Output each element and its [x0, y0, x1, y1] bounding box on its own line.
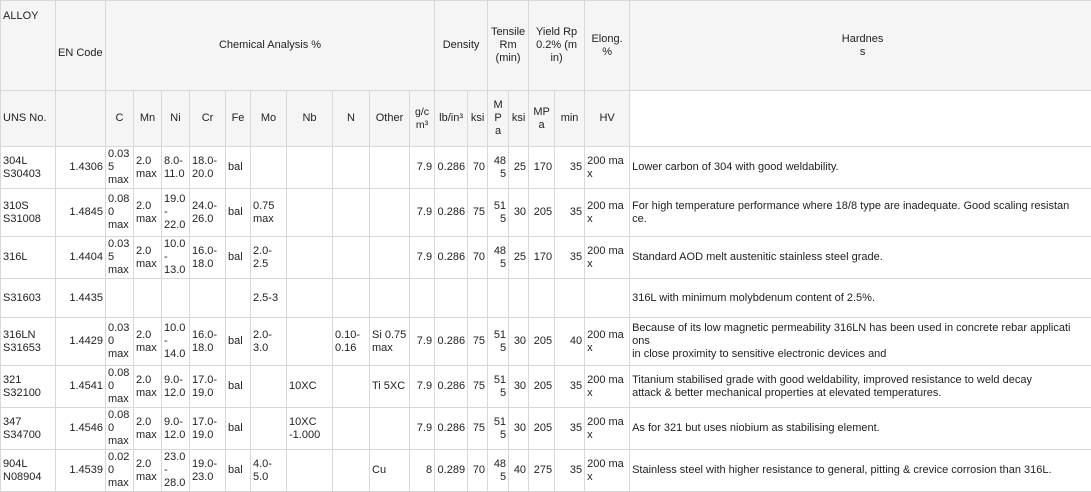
yield-mpa-cell: 205 [529, 408, 555, 450]
yield-ksi-cell [509, 279, 529, 318]
alloy-cell: S31603 [1, 279, 56, 318]
molybdenum-header: Mo [251, 91, 287, 147]
elongation-cell: 35 [555, 237, 585, 279]
manganese-cell: 2.0 max [134, 450, 162, 492]
yield-mpa-cell [529, 279, 555, 318]
density-lbin3-cell: 0.286 [435, 189, 468, 237]
iron-cell: bal [226, 318, 251, 366]
iron-cell: bal [226, 147, 251, 189]
chromium-cell: 18.0- 20.0 [190, 147, 226, 189]
yield-ksi-cell: 40 [509, 450, 529, 492]
density-gcm3-cell: 7.9 [410, 366, 435, 408]
carbon-cell: 0.035 max [106, 147, 134, 189]
yield-ksi-cell: 25 [509, 147, 529, 189]
alloy-cell: 304L S30403 [1, 147, 56, 189]
yield-mpa-cell: 205 [529, 189, 555, 237]
tensile-ksi-cell: 70 [468, 450, 488, 492]
elongation-cell: 35 [555, 366, 585, 408]
carbon-cell: 0.080 max [106, 189, 134, 237]
hardness-cell: 200 max [585, 408, 630, 450]
en-code-cell: 1.4539 [56, 450, 106, 492]
yield-mpa-cell: 275 [529, 450, 555, 492]
en-code-cell: 1.4541 [56, 366, 106, 408]
iron-cell: bal [226, 366, 251, 408]
en-code-subheader [56, 91, 106, 147]
yield-ksi-cell: 30 [509, 366, 529, 408]
density-lbin3-cell: 0.286 [435, 147, 468, 189]
manganese-cell: 2.0 max [134, 366, 162, 408]
niobium-cell [287, 147, 333, 189]
manganese-cell: 2.0 max [134, 237, 162, 279]
niobium-cell [287, 450, 333, 492]
en-code-cell: 1.4306 [56, 147, 106, 189]
tensile-ksi-cell: 75 [468, 366, 488, 408]
nickel-cell: 9.0- 12.0 [162, 366, 190, 408]
chromium-cell: 17.0- 19.0 [190, 366, 226, 408]
tensile-ksi-cell [468, 279, 488, 318]
iron-cell: bal [226, 408, 251, 450]
tensile-mpa-cell: 485 [488, 147, 509, 189]
molybdenum-cell: 0.75 max [251, 189, 287, 237]
tensile-ksi-cell: 70 [468, 147, 488, 189]
nitrogen-cell [333, 147, 370, 189]
other-cell: Si 0.75 max [370, 318, 410, 366]
elongation-header: Elong. % [585, 1, 630, 91]
tensile-mpa-header: MP a [488, 91, 509, 147]
nitrogen-cell [333, 450, 370, 492]
table-row [1, 279, 1091, 318]
alloy-header: ALLOY [1, 1, 56, 91]
en-code-cell: 1.4435 [56, 279, 106, 318]
yield-ksi-cell: 30 [509, 318, 529, 366]
hardness-cell: 200 max [585, 237, 630, 279]
header-row-1 [1, 1, 1091, 91]
tensile-header: Tensile Rm (min) [488, 1, 529, 91]
manganese-cell: 2.0 max [134, 318, 162, 366]
hardness-cell: 200 max [585, 147, 630, 189]
density-lbin3-cell: 0.289 [435, 450, 468, 492]
chromium-cell: 17.0- 19.0 [190, 408, 226, 450]
elongation-cell: 35 [555, 189, 585, 237]
nickel-header: Ni [162, 91, 190, 147]
tensile-mpa-cell: 485 [488, 237, 509, 279]
elongation-cell: 40 [555, 318, 585, 366]
chromium-cell [190, 279, 226, 318]
tensile-ksi-cell: 75 [468, 318, 488, 366]
en-code-cell: 1.4546 [56, 408, 106, 450]
chromium-cell: 19.0- 23.0 [190, 450, 226, 492]
nitrogen-cell [333, 408, 370, 450]
other-cell: Ti 5XC [370, 366, 410, 408]
nitrogen-header: N [333, 91, 370, 147]
chromium-cell: 16.0- 18.0 [190, 237, 226, 279]
tensile-mpa-cell: 485 [488, 450, 509, 492]
density-lbin3-cell: 0.286 [435, 237, 468, 279]
alloy-cell: 321 S32100 [1, 366, 56, 408]
other-cell [370, 189, 410, 237]
density-gcm3-header: g/c m³ [410, 91, 435, 147]
yield-ksi-cell: 25 [509, 237, 529, 279]
iron-cell: bal [226, 450, 251, 492]
table-row [1, 366, 1091, 408]
table-row [1, 147, 1091, 189]
iron-cell: bal [226, 189, 251, 237]
carbon-cell: 0.030 max [106, 318, 134, 366]
hardness-cell: 200 max [585, 318, 630, 366]
yield-ksi-cell: 30 [509, 408, 529, 450]
nitrogen-cell [333, 366, 370, 408]
iron-cell: bal [226, 237, 251, 279]
table-row [1, 408, 1091, 450]
molybdenum-cell: 4.0- 5.0 [251, 450, 287, 492]
uns-header: UNS No. [1, 91, 56, 147]
yield-mpa-header: MP a [529, 91, 555, 147]
chemical-analysis-header: Chemical Analysis % [106, 1, 435, 91]
carbon-cell: 0.080 max [106, 408, 134, 450]
application-cell: Standard AOD melt austenitic stainless steel grade. [630, 237, 1091, 279]
density-gcm3-cell: 7.9 [410, 237, 435, 279]
nickel-cell: 19.0- 22.0 [162, 189, 190, 237]
en-code-cell: 1.4404 [56, 237, 106, 279]
other-cell [370, 408, 410, 450]
hardness-cell: 200 max [585, 450, 630, 492]
table-row [1, 450, 1091, 492]
molybdenum-cell: 2.5-3 [251, 279, 287, 318]
nickel-cell: 9.0- 12.0 [162, 408, 190, 450]
iron-cell [226, 279, 251, 318]
alloy-cell: 310S S31008 [1, 189, 56, 237]
niobium-cell: 10XC [287, 366, 333, 408]
niobium-cell [287, 237, 333, 279]
carbon-header: C [106, 91, 134, 147]
molybdenum-cell [251, 366, 287, 408]
alloy-cell: 316L [1, 237, 56, 279]
nickel-cell: 8.0- 11.0 [162, 147, 190, 189]
chromium-cell: 16.0- 18.0 [190, 318, 226, 366]
yield-header: Yield Rp 0.2% (m in) [529, 1, 585, 91]
application-cell: Because of its low magnetic permeability 316LN has been used in concrete rebar applicati ons in close proximity to sensitive electronic devices and [630, 318, 1091, 366]
hardness-cell [585, 279, 630, 318]
tensile-mpa-cell [488, 279, 509, 318]
other-cell [370, 279, 410, 318]
alloy-cell: 347 S34700 [1, 408, 56, 450]
yield-mpa-cell: 170 [529, 147, 555, 189]
application-cell: Titanium stabilised grade with good weldability, improved resistance to weld decay attack & better mechanical properties at elevated temperatures. [630, 366, 1091, 408]
other-header: Other [370, 91, 410, 147]
en-code-header: EN Code [56, 1, 106, 91]
alloy-cell: 904L N08904 [1, 450, 56, 492]
other-cell: Cu [370, 450, 410, 492]
tensile-ksi-header: ksi [468, 91, 488, 147]
tensile-ksi-cell: 70 [468, 237, 488, 279]
niobium-cell [287, 279, 333, 318]
tensile-mpa-cell: 515 [488, 366, 509, 408]
density-lbin3-cell: 0.286 [435, 366, 468, 408]
table-row [1, 237, 1091, 279]
hardness-cell: 200 max [585, 189, 630, 237]
carbon-cell: 0.080 max [106, 366, 134, 408]
niobium-cell: 10XC -1.000 [287, 408, 333, 450]
nickel-cell [162, 279, 190, 318]
yield-mpa-cell: 205 [529, 366, 555, 408]
nickel-cell: 23.0- 28.0 [162, 450, 190, 492]
nickel-cell: 10.0- 13.0 [162, 237, 190, 279]
molybdenum-cell: 2.0- 2.5 [251, 237, 287, 279]
yield-ksi-header: ksi [509, 91, 529, 147]
en-code-cell: 1.4429 [56, 318, 106, 366]
manganese-cell: 2.0 max [134, 189, 162, 237]
hardness-cell: 200 max [585, 366, 630, 408]
chromium-cell: 24.0- 26.0 [190, 189, 226, 237]
iron-header: Fe [226, 91, 251, 147]
header-row-2 [1, 91, 1091, 147]
application-cell: Stainless steel with higher resistance to general, pitting & crevice corrosion than 316L. [630, 450, 1091, 492]
table-row [1, 189, 1091, 237]
density-gcm3-cell: 7.9 [410, 189, 435, 237]
manganese-header: Mn [134, 91, 162, 147]
nickel-cell: 10.0- 14.0 [162, 318, 190, 366]
yield-ksi-cell: 30 [509, 189, 529, 237]
elongation-cell [555, 279, 585, 318]
application-cell: As for 321 but uses niobium as stabilising element. [630, 408, 1091, 450]
application-cell: For high temperature performance where 18/8 type are inadequate. Good scaling resistan ce. [630, 189, 1091, 237]
density-gcm3-cell: 7.9 [410, 408, 435, 450]
nitrogen-cell: 0.10- 0.16 [333, 318, 370, 366]
niobium-cell [287, 318, 333, 366]
yield-mpa-cell: 205 [529, 318, 555, 366]
tensile-mpa-cell: 515 [488, 408, 509, 450]
carbon-cell: 0.035 max [106, 237, 134, 279]
density-gcm3-cell: 8 [410, 450, 435, 492]
alloy-cell: 316LN S31653 [1, 318, 56, 366]
density-lbin3-cell: 0.286 [435, 408, 468, 450]
tensile-mpa-cell: 515 [488, 318, 509, 366]
other-cell [370, 237, 410, 279]
manganese-cell [134, 279, 162, 318]
elongation-min-header: min [555, 91, 585, 147]
carbon-cell [106, 279, 134, 318]
manganese-cell: 2.0 max [134, 147, 162, 189]
tensile-ksi-cell: 75 [468, 189, 488, 237]
yield-mpa-cell: 170 [529, 237, 555, 279]
hardness-hv-header: HV [585, 91, 630, 147]
table-row [1, 318, 1091, 366]
molybdenum-cell [251, 408, 287, 450]
carbon-cell: 0.020 max [106, 450, 134, 492]
tensile-mpa-cell: 515 [488, 189, 509, 237]
nitrogen-cell [333, 279, 370, 318]
density-gcm3-cell: 7.9 [410, 147, 435, 189]
elongation-cell: 35 [555, 450, 585, 492]
application-cell: Lower carbon of 304 with good weldability. [630, 147, 1091, 189]
density-gcm3-cell [410, 279, 435, 318]
niobium-cell [287, 189, 333, 237]
molybdenum-cell: 2.0- 3.0 [251, 318, 287, 366]
density-lbin3-cell [435, 279, 468, 318]
elongation-cell: 35 [555, 408, 585, 450]
density-lbin3-header: lb/in³ [435, 91, 468, 147]
application-cell: 316L with minimum molybdenum content of 2.5%. [630, 279, 1091, 318]
tensile-ksi-cell: 75 [468, 408, 488, 450]
niobium-header: Nb [287, 91, 333, 147]
en-code-cell: 1.4845 [56, 189, 106, 237]
hardness-header: Hardnes s [630, 1, 1091, 91]
nitrogen-cell [333, 189, 370, 237]
density-lbin3-cell: 0.286 [435, 318, 468, 366]
molybdenum-cell [251, 147, 287, 189]
density-header: Density [435, 1, 488, 91]
elongation-cell: 35 [555, 147, 585, 189]
density-gcm3-cell: 7.9 [410, 318, 435, 366]
manganese-cell: 2.0 max [134, 408, 162, 450]
other-cell [370, 147, 410, 189]
nitrogen-cell [333, 237, 370, 279]
chromium-header: Cr [190, 91, 226, 147]
